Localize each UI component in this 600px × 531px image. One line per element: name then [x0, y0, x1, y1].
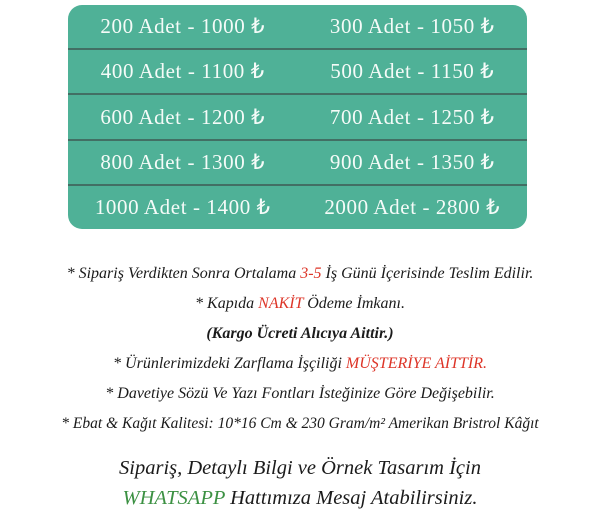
note-highlight: 3-5 — [300, 265, 322, 282]
footer-contact-intro: Sipariş, Detaylı Bilgi ve Örnek Tasarım İçin — [119, 457, 481, 479]
footer-text: Hattımıza Mesaj Atabilirsiniz. — [225, 487, 478, 509]
price-cell: 400 Adet - 1100 ₺ — [100, 59, 265, 84]
note-text: * Davetiye Sözü Ve Yazı Fontları İsteğinize Göre Değişebilir. — [105, 385, 495, 402]
note-custom-fonts — [0, 379, 600, 409]
price-cell: 900 Adet - 1350 ₺ — [329, 149, 495, 174]
table-row — [68, 184, 527, 229]
note-text: İş Günü İçerisinde Teslim Edilir. — [321, 265, 534, 282]
note-shipping-fee — [0, 319, 600, 349]
note-envelope-labor — [0, 349, 600, 379]
footer-whatsapp-line — [0, 483, 600, 513]
price-cell: 700 Adet - 1250 ₺ — [329, 104, 495, 129]
note-text: * Sipariş Verdikten Sonra Ortalama — [66, 265, 301, 282]
table-row — [68, 5, 527, 48]
notes-section — [0, 259, 600, 439]
note-text: * Kapıda — [195, 295, 259, 312]
note-highlight: MÜŞTERİYE AİTTİR. — [345, 355, 487, 372]
note-cash-payment — [0, 289, 600, 319]
note-text: (Kargo Ücreti Alıcıya Aittir.) — [206, 325, 394, 342]
note-highlight: NAKİT — [258, 295, 304, 312]
table-row — [68, 93, 527, 138]
footer-section — [0, 453, 600, 513]
note-text: Ödeme İmkanı. — [303, 295, 405, 312]
price-cell: 500 Adet - 1150 ₺ — [330, 59, 495, 84]
price-cell: 600 Adet - 1200 ₺ — [100, 104, 266, 129]
price-cell: 200 Adet - 1000 ₺ — [100, 14, 266, 39]
price-cell: 800 Adet - 1300 ₺ — [100, 149, 266, 174]
table-row — [68, 139, 527, 184]
price-cell: 1000 Adet - 1400 ₺ — [94, 194, 271, 219]
note-delivery-time — [0, 259, 600, 289]
note-paper-quality — [0, 409, 600, 439]
note-text: * Ürünlerimizdeki Zarflama İşçiliği — [113, 355, 346, 372]
price-cell: 2000 Adet - 2800 ₺ — [324, 194, 501, 219]
note-text: * Ebat & Kağıt Kalitesi: 10*16 Cm & 230 Gram/m² Amerikan Bristrol Kâğıt — [61, 415, 539, 432]
whatsapp-text: WHATSAPP — [122, 487, 225, 509]
price-cell: 300 Adet - 1050 ₺ — [329, 14, 495, 39]
pricing-table — [68, 5, 527, 229]
table-row — [68, 48, 527, 93]
